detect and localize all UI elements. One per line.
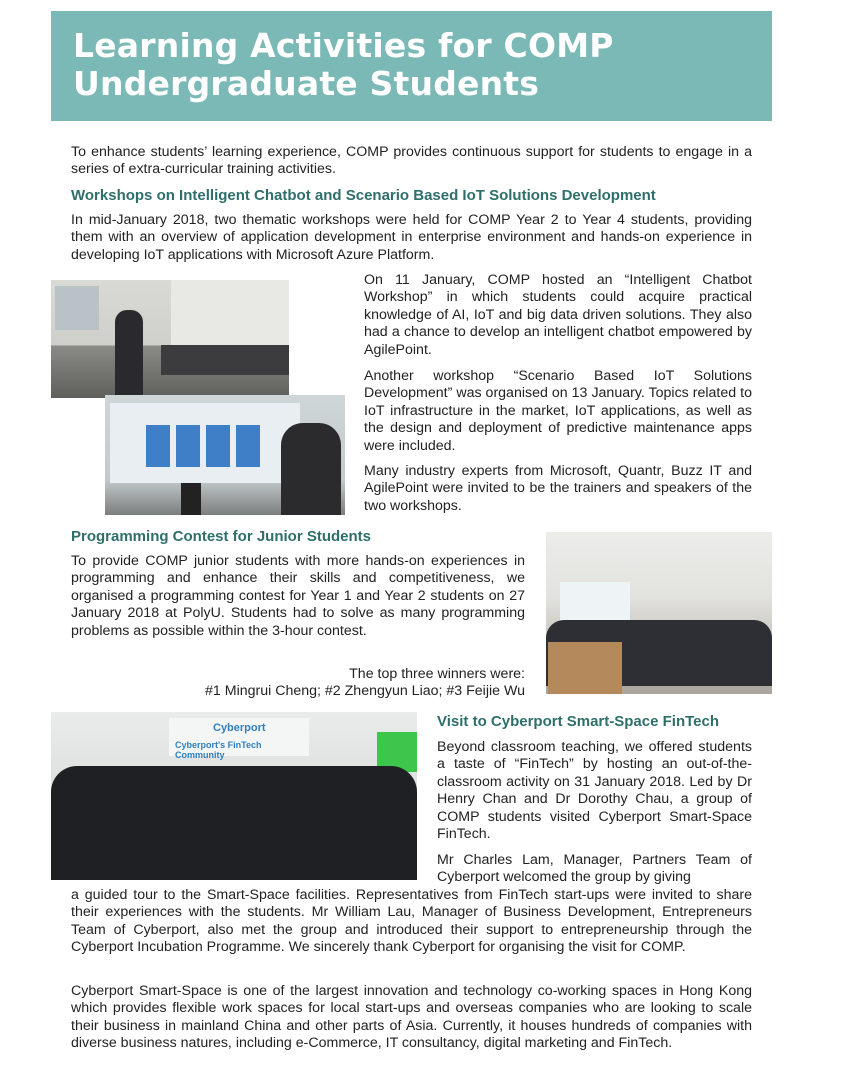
visit-paragraph-2-continued: a guided tour to the Smart-Space facilities. Representatives from FinTech start-ups were invited to share their experiences with the students. Mr William Lau, Manager of Business Development, Entrepreneurs Team of Cyberport, also met the group and introduced their support to entrepreneurship through the Cyberport Incubation Programme. We sincerely thank Cyberport for organising the visit for COMP. (71, 887, 752, 956)
title-banner (51, 11, 772, 121)
cyberport-sign-caption: Cyberport's FinTech Community (175, 740, 262, 760)
intro-paragraph: To enhance students’ learning experience, COMP provides continuous support for students to engage in a series of extra-curricular training activities. (71, 144, 752, 178)
workshops-heading: Workshops on Intelligent Chatbot and Scenario Based IoT Solutions Development (71, 187, 656, 204)
workshops-paragraph-2: On 11 January, COMP hosted an “Intelligent Chatbot Workshop” in which students could acquire practical knowledge of AI, IoT and big data driven solutions. They also had a chance to develop an intelligent chatbot empowered by AgilePoint. (364, 272, 752, 358)
page-title-line1: Learning Activities for COMP (73, 26, 614, 65)
page-title-line2: Undergraduate Students (73, 64, 540, 103)
page-title (73, 27, 614, 103)
visit-heading: Visit to Cyberport Smart-Space FinTech (437, 713, 720, 730)
winners-list: #1 Mingrui Cheng; #2 Zhengyun Liao; #3 Feijie Wu (205, 683, 525, 699)
visit-paragraph-3: Cyberport Smart-Space is one of the largest innovation and technology co-working spaces in Hong Kong which provides flexible work spaces for local start-ups and overseas companies who are looking to scale their business in mainland China and other parts of Asia. Currently, it houses hundreds of companies with diverse business natures, including e-Commerce, IT consultancy, digital marketing and FinTech. (71, 983, 752, 1052)
workshops-paragraph-3: Another workshop “Scenario Based IoT Solutions Development” was organised on 13 January. Topics related to IoT infrastructure in the market, IoT applications, as well as the design and deployment of predictive maintenance apps were included. (364, 368, 752, 454)
chatbot-workshop-photo (51, 280, 289, 398)
programming-contest-photo (546, 532, 772, 694)
cyberport-logo-text: Cyberport (213, 722, 266, 734)
workshops-paragraph-4: Many industry experts from Microsoft, Quantr, Buzz IT and AgilePoint were invited to be the trainers and speakers of the two workshops. (364, 463, 752, 514)
contest-heading: Programming Contest for Junior Students (71, 528, 372, 545)
cyberport-visit-photo (51, 712, 417, 880)
iot-workshop-photo (105, 395, 345, 515)
cyberport-sign (169, 718, 309, 760)
contest-paragraph: To provide COMP junior students with more hands-on experiences in programming and enhance their skills and competitiveness, we organised a programming contest for Year 1 and Year 2 students on 27 January 2018 at PolyU. Students had to solve as many programming problems as possible within the 3-hour contest. (71, 553, 525, 639)
visit-paragraph-2-start: Mr Charles Lam, Manager, Partners Team of Cyberport welcomed the group by giving (437, 852, 752, 886)
winners-intro: The top three winners were: (349, 666, 525, 682)
visit-paragraph-1: Beyond classroom teaching, we offered students a taste of “FinTech” by hosting an out-of-the-classroom activity on 31 January 2018. Led by Dr Henry Chan and Dr Dorothy Chau, a group of COMP students visited Cyberport Smart-Space FinTech. (437, 739, 752, 843)
workshops-paragraph-1: In mid-January 2018, two thematic workshops were held for COMP Year 2 to Year 4 students, providing them with an overview of application development in enterprise environment and hands-on experience in developing IoT applications with Microsoft Azure Platform. (71, 212, 752, 263)
